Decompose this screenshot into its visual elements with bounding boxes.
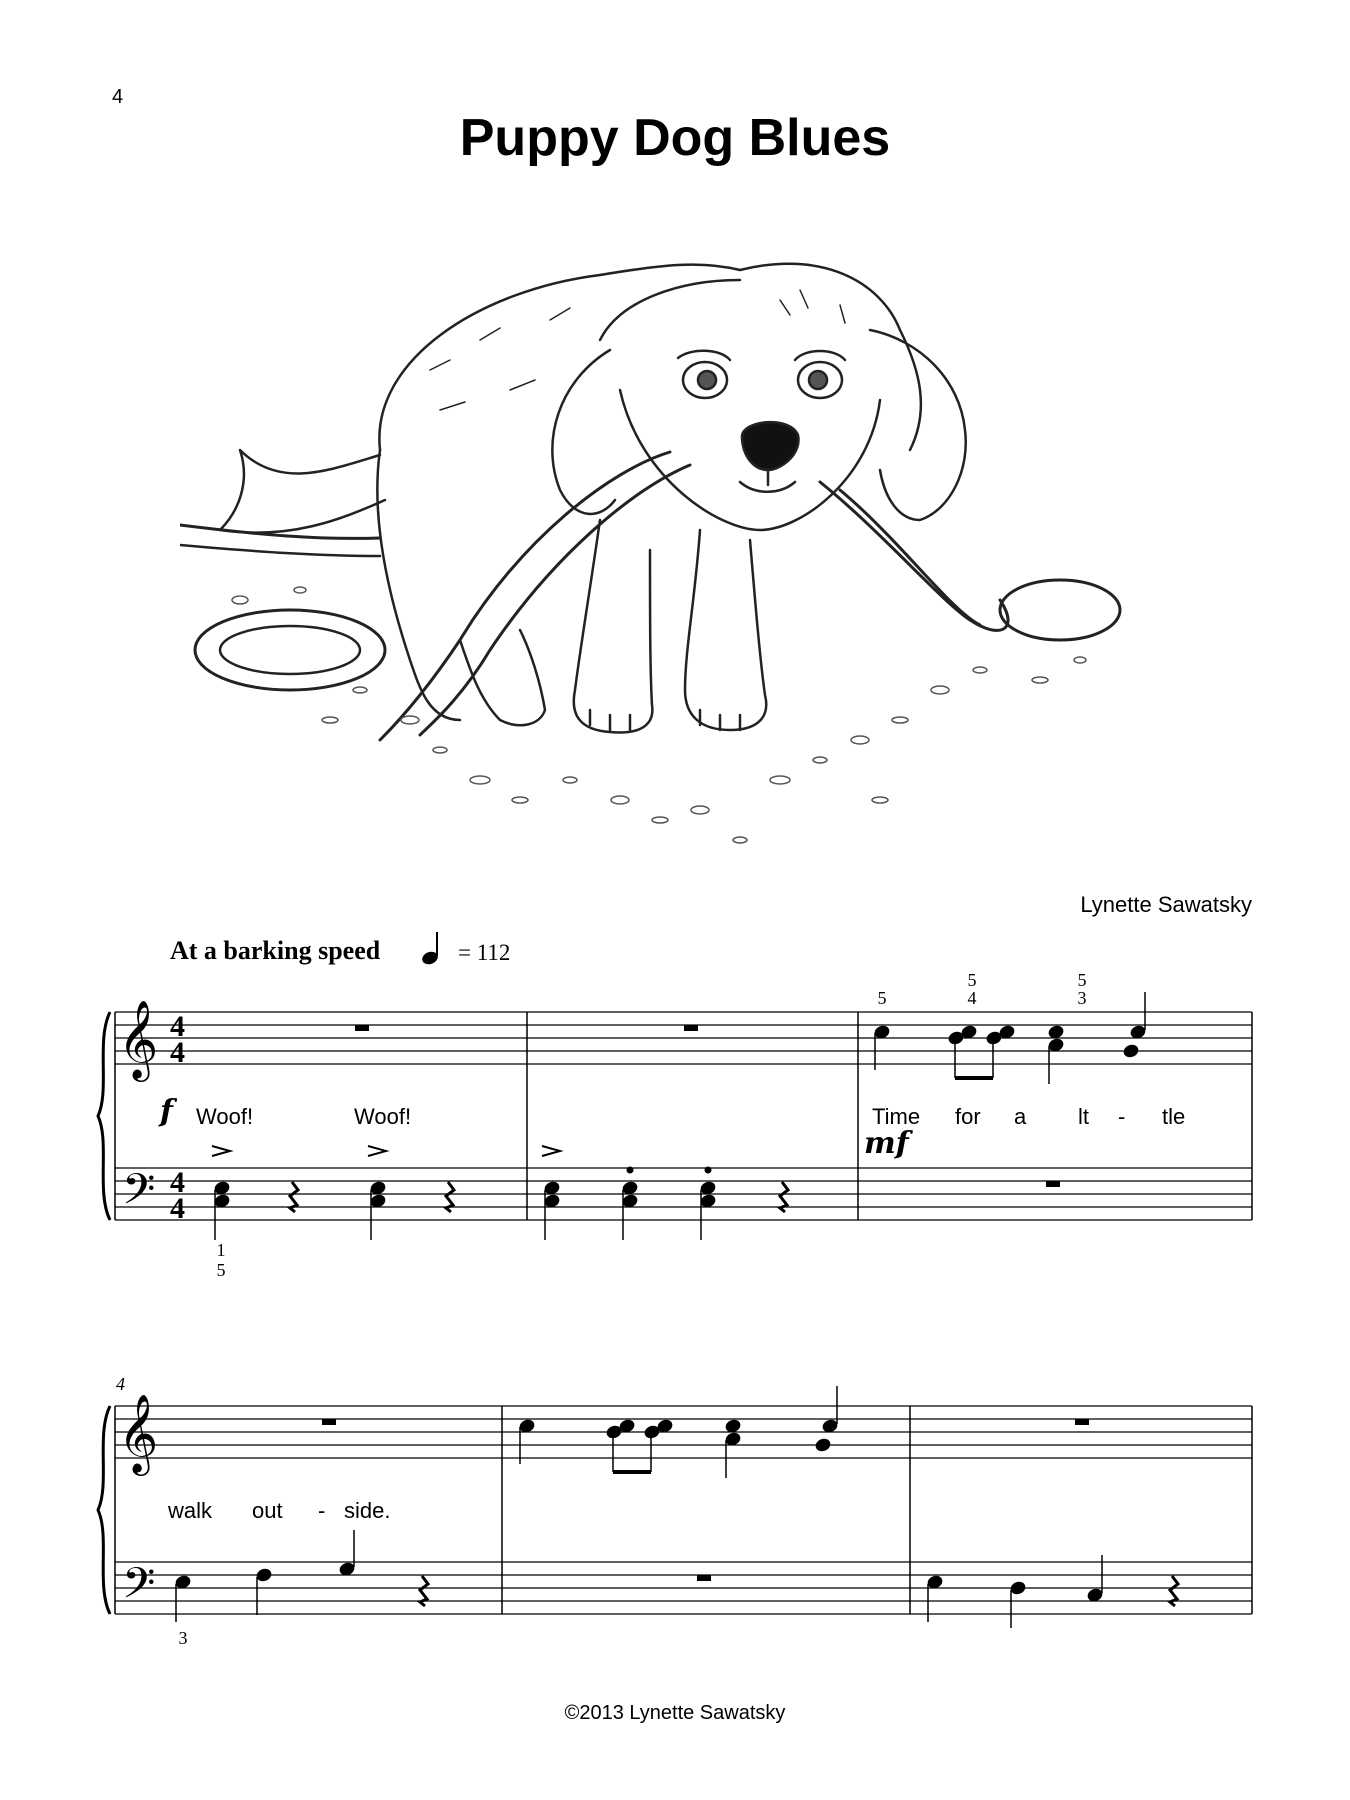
lyric: lt	[1078, 1104, 1089, 1129]
note	[1123, 1043, 1140, 1058]
whole-rest	[684, 1025, 698, 1031]
time-sig-bottom: 4	[170, 1036, 185, 1069]
page-title: Puppy Dog Blues	[459, 109, 891, 167]
time-sig-top: 4	[170, 1166, 185, 1199]
system1-treble-staff	[115, 1012, 1252, 1064]
time-sig-top: 4	[170, 1010, 185, 1043]
note	[874, 1024, 891, 1039]
whole-rest	[697, 1575, 711, 1581]
measure-number: 4	[116, 1374, 125, 1394]
lyric: walk	[168, 1498, 213, 1523]
fingering: 5	[1077, 970, 1087, 990]
tempo-text: At a barking speed	[170, 936, 381, 965]
system1-bass-staff	[115, 1168, 1252, 1220]
lyric: out	[252, 1498, 283, 1523]
accent	[368, 1146, 386, 1156]
whole-rest	[322, 1419, 336, 1425]
bass-clef-icon: 𝄢	[122, 1165, 156, 1225]
whole-rest	[1046, 1181, 1060, 1187]
system2-bass-staff	[115, 1562, 1252, 1614]
whole-rest	[355, 1025, 369, 1031]
dynamic-forte: f	[160, 1094, 173, 1129]
lyric: a	[1014, 1104, 1027, 1129]
lyric: Time	[872, 1104, 921, 1129]
time-sig-bottom: 4	[170, 1192, 185, 1225]
accent	[542, 1146, 560, 1156]
lyric: Woof!	[196, 1104, 254, 1129]
treble-clef-icon: 𝄞	[118, 1000, 159, 1079]
lyric: -	[1118, 1104, 1126, 1129]
bass-clef-icon: 𝄢	[122, 1559, 156, 1619]
tempo-value: = 112	[458, 940, 511, 965]
copyright: ©2013 Lynette Sawatsky	[564, 1702, 786, 1724]
lyric: Woof!	[354, 1104, 412, 1129]
lyric: -	[318, 1498, 326, 1523]
fingering: 5	[967, 970, 977, 990]
note	[1130, 1024, 1147, 1039]
fingering: 5	[877, 988, 887, 1008]
fingering: 1	[216, 1240, 226, 1260]
lyric: for	[955, 1104, 981, 1129]
composer: Lynette Sawatsky	[1080, 892, 1252, 917]
fingering: 3	[178, 1628, 188, 1648]
fingering: 3	[1077, 988, 1087, 1008]
fingering: 4	[967, 988, 977, 1008]
note	[1048, 1037, 1065, 1052]
note	[1048, 1024, 1065, 1039]
system2-treble-staff	[115, 1406, 1252, 1458]
accent	[212, 1146, 230, 1156]
lyric: side.	[344, 1498, 391, 1523]
lyric: tle	[1162, 1104, 1186, 1129]
page-number: 4	[112, 86, 124, 108]
treble-clef-icon: 𝄞	[118, 1394, 159, 1473]
fingering: 5	[216, 1260, 226, 1280]
dynamic-mezzo-forte: mf	[864, 1126, 909, 1161]
whole-rest	[1075, 1419, 1089, 1425]
